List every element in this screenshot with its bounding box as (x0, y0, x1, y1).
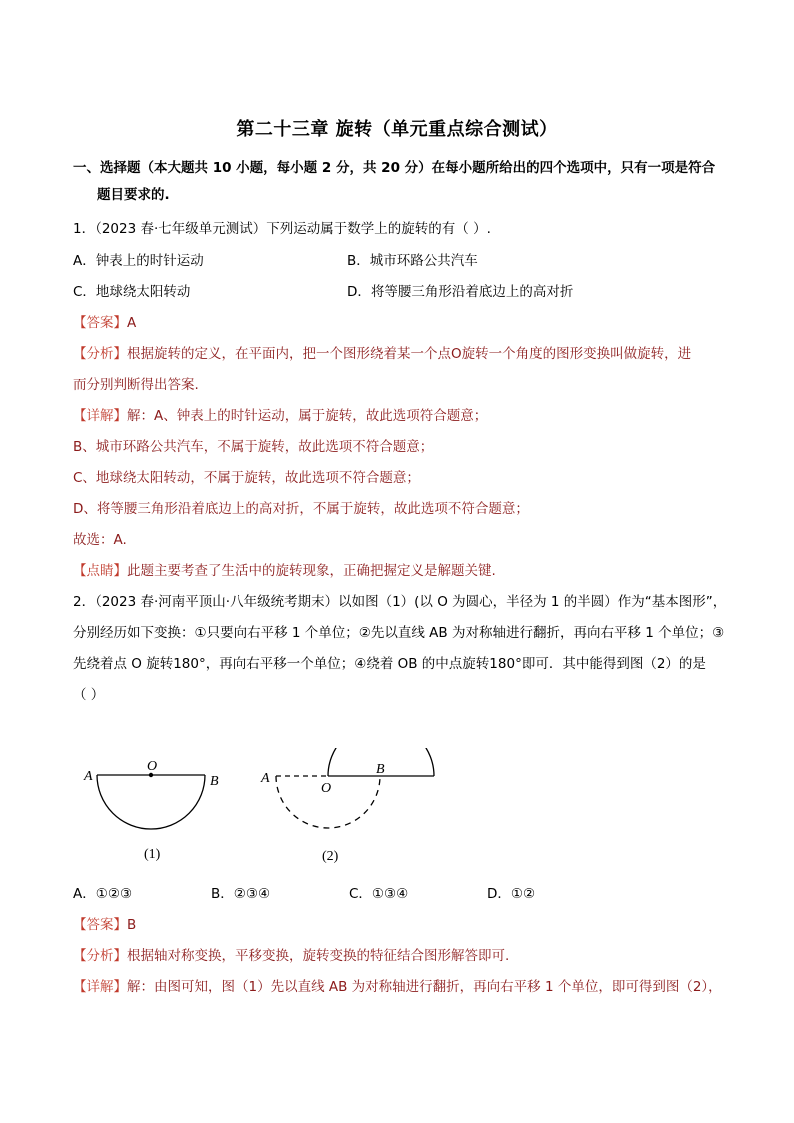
fig1-label-b: B (210, 774, 219, 789)
q2-option-a: A．①②③ (73, 886, 133, 902)
fig1-label-a: A (84, 769, 93, 784)
q1-detail-b: B、城市环路公共汽车，不属于旋转，故此选项不符合题意； (73, 439, 434, 455)
fig1-label-o: O (147, 759, 158, 774)
q2-answer (73, 915, 136, 935)
comment-text: 此题主要考查了生活中的旋转现象，正确把握定义是解题关键. (127, 563, 496, 579)
analysis-text: 根据轴对称变换，平移变换，旋转变换的特征结合图形解答即可. (127, 948, 510, 964)
q1-option-d: D．将等腰三角形沿着底边上的高对折 (347, 284, 574, 300)
detail-text: 解：由图可知，图（1）先以直线 AB 为对称轴进行翻折，再向右平移 1 个单位，即可得到图（2）， (127, 979, 722, 995)
section-heading-cont: 题目要求的. (97, 187, 170, 203)
q2-stem-4: （ ） (73, 687, 105, 703)
q1-detail (73, 406, 487, 426)
q2-stem-3: 先绕着点 O 旋转180°，再向右平移一个单位；④绕着 OB 的中点旋转180°即可．其中能得到图（2）的是 (73, 656, 706, 672)
answer-tag: 【答案】 (73, 315, 127, 331)
q2-stem-1: 2．（2023 春·河南平顶山·八年级统考期末）以如图（1）(以 O 为圆心，半径为 1 的半圆）作为“基本图形”， (73, 594, 727, 610)
fig2-caption: (2) (322, 849, 339, 864)
q2-stem-2: 分别经历如下变换：①只要向右平移 1 个单位；②先以直线 AB 为对称轴进行翻折，再向右平移 1 个单位；③ (73, 625, 725, 641)
detail-tag: 【详解】 (73, 979, 127, 995)
analysis-tag: 【分析】 (73, 346, 127, 362)
fig2-label-a: A (261, 771, 270, 786)
q1-analysis-cont: 而分别判断得出答案. (73, 377, 199, 393)
q1-detail-c: C、地球绕太阳转动，不属于旋转，故此选项不符合题意； (73, 470, 420, 486)
fig1-caption: (1) (144, 847, 161, 862)
q2-option-d: D．①② (487, 886, 536, 902)
q2-analysis (73, 946, 509, 966)
analysis-text: 根据旋转的定义，在平面内，把一个图形绕着某一个点O旋转一个角度的图形变换叫做旋转，进 (127, 346, 692, 362)
q2-figure (80, 748, 450, 868)
page-title: 第二十三章 旋转（单元重点综合测试） (236, 119, 558, 140)
answer-value: B (127, 917, 137, 933)
q1-option-c: C．地球绕太阳转动 (73, 284, 191, 300)
q2-detail (73, 977, 722, 997)
q1-option-a: A．钟表上的时针运动 (73, 253, 204, 269)
fig2-label-o: O (321, 781, 332, 796)
fig1-semicircle (97, 775, 205, 829)
q1-answer (73, 313, 136, 333)
q1-detail-conclusion: 故选：A. (73, 532, 127, 548)
q2-option-c: C．①③④ (349, 886, 409, 902)
analysis-tag: 【分析】 (73, 948, 127, 964)
fig2-label-b: B (376, 762, 385, 777)
q1-stem: 1．（2023 春·七年级单元测试）下列运动属于数学上的旋转的有（ ）. (73, 221, 491, 237)
q1-detail-d: D、将等腰三角形沿着底边上的高对折，不属于旋转，故此选项不符合题意； (73, 501, 529, 517)
q2-option-b: B．②③④ (211, 886, 271, 902)
section-heading: 一、选择题（本大题共 10 小题，每小题 2 分，共 20 分）在每小题所给出的四个选项中，只有一项是符合 (73, 160, 716, 176)
answer-tag: 【答案】 (73, 917, 127, 933)
comment-tag: 【点睛】 (73, 563, 127, 579)
q1-option-b: B．城市环路公共汽车 (347, 253, 478, 269)
answer-value: A (127, 315, 137, 331)
q1-analysis (73, 344, 691, 364)
detail-tag: 【详解】 (73, 408, 127, 424)
q1-comment (73, 561, 496, 581)
detail-text: 解：A、钟表上的时针运动，属于旋转，故此选项符合题意； (127, 408, 488, 424)
